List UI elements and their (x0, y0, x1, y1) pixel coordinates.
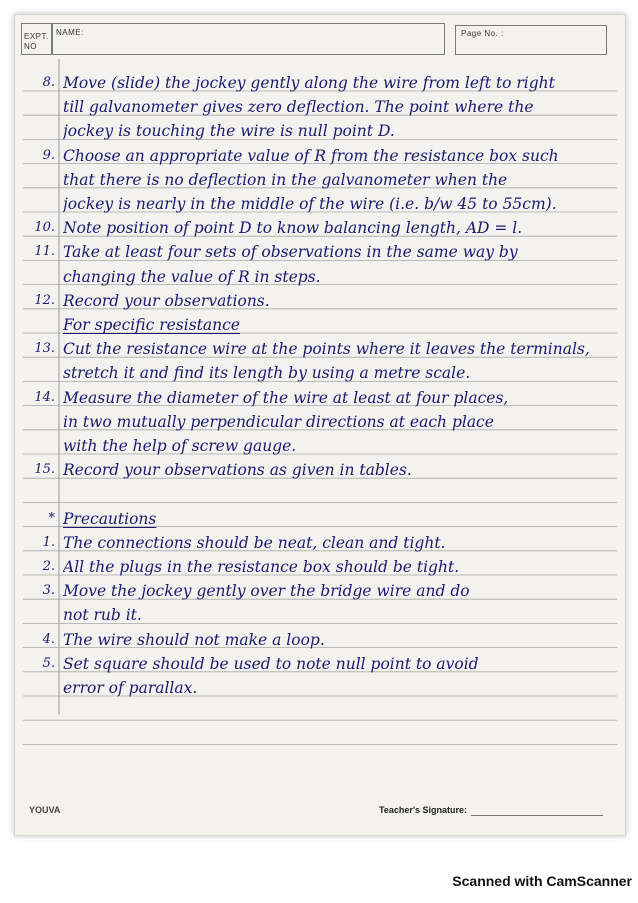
signature-line (471, 815, 603, 816)
brand-logo: YOUVA (29, 805, 61, 815)
handwritten-line: Record your observations. (63, 291, 270, 310)
step-number: 3. (42, 583, 55, 599)
step-number: 9. (42, 147, 55, 163)
handwritten-line: with the help of screw gauge. (63, 437, 297, 455)
page-no-label: Page No. : (461, 29, 504, 38)
handwritten-line: till galvanometer gives zero deflection. The point where the (63, 98, 534, 117)
handwritten-line: in two mutually perpendicular directions at each place (63, 412, 494, 431)
handwritten-line: Measure the diameter of the wire at least at four places, (63, 388, 509, 407)
handwritten-line: All the plugs in the resistance box should be tight. (63, 558, 460, 576)
step-number: 15. (34, 462, 55, 478)
step-number: 4. (42, 631, 55, 647)
step-number: 14. (34, 389, 55, 405)
handwritten-line: Take at least four sets of observations in the same way by (63, 243, 518, 262)
handwritten-line: The wire should not make a loop. (63, 630, 325, 649)
handwritten-line: For specific resistance (63, 316, 240, 334)
page-header (15, 15, 625, 57)
scanner-watermark: Scanned with CamScanner (452, 873, 632, 889)
no-label: NO (24, 42, 37, 51)
step-number: 12. (34, 292, 55, 308)
page-no-box (455, 25, 607, 55)
step-number: 5. (42, 655, 55, 671)
step-number: 2. (42, 559, 55, 574)
handwritten-line: The connections should be neat, clean and tight. (63, 533, 446, 552)
name-box (51, 23, 445, 55)
step-number: 13. (34, 341, 55, 357)
handwritten-line: changing the value of R in steps. (63, 267, 321, 286)
handwritten-line: stretch it and find its length by using a metre scale. (63, 364, 471, 383)
step-number: 11. (34, 244, 55, 260)
handwritten-line: not rub it. (63, 606, 142, 625)
expt-label: EXPT. (24, 32, 49, 41)
notebook-page (14, 14, 626, 836)
step-number: * (48, 510, 55, 526)
name-label: NAME: (56, 28, 84, 37)
handwritten-line: jockey is touching the wire is null point D. (63, 122, 395, 141)
step-number: 10. (34, 220, 55, 236)
handwritten-line: Note position of point D to know balancing length, AD = l. (63, 219, 523, 238)
expt-no-box (21, 23, 53, 55)
handwritten-line: Cut the resistance wire at the points where it leaves the terminals, (63, 340, 590, 359)
handwritten-line: Move (slide) the jockey gently along the wire from left to right (63, 74, 555, 92)
teacher-signature-label: Teacher's Signature: (379, 805, 468, 815)
step-number: 8. (42, 75, 55, 90)
handwritten-line: Precautions (63, 509, 157, 528)
handwritten-line: Record your observations as given in tables. (63, 461, 412, 480)
handwritten-line: that there is no deflection in the galvanometer when the (63, 170, 508, 189)
handwritten-line: Set square should be used to note null point to avoid (63, 654, 479, 673)
handwritten-line: jockey is nearly in the middle of the wire (i.e. b/w 45 to 55cm). (63, 195, 557, 213)
handwritten-line: Choose an appropriate value of R from the resistance box such (63, 146, 559, 165)
handwritten-line: error of parallax. (63, 679, 198, 697)
step-number: 1. (42, 534, 55, 550)
handwritten-line: Move the jockey gently over the bridge wire and do (63, 582, 470, 601)
